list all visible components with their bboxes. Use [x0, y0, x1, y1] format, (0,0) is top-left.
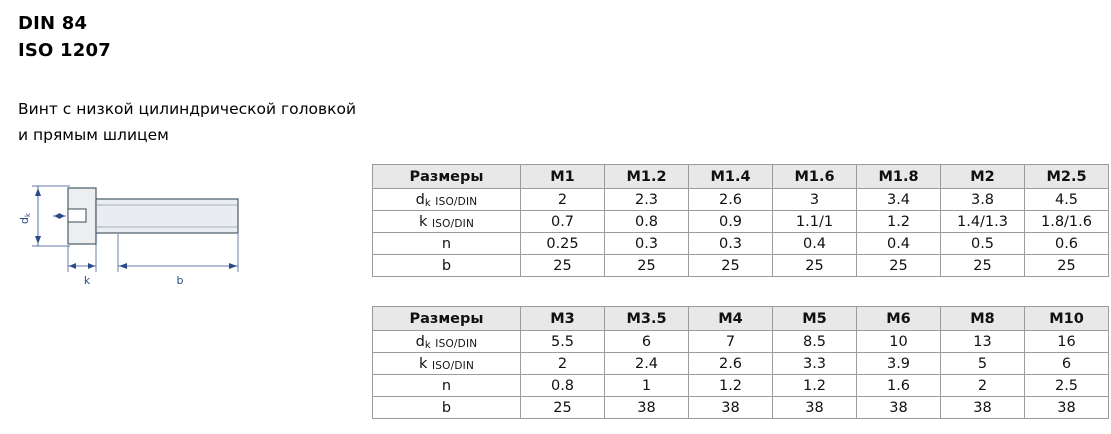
column-header-m1: M1	[521, 165, 605, 189]
cell-value: 7	[689, 331, 773, 353]
row-label-dk: dk ISO/DIN	[373, 189, 521, 211]
column-header-m4: M4	[689, 307, 773, 331]
dimension-table-large	[372, 306, 1109, 419]
table-row	[373, 375, 1109, 397]
left-column	[18, 10, 368, 148]
standard-title	[18, 10, 368, 64]
cell-value: 3.9	[857, 353, 941, 375]
arrow-dk-bottom	[35, 236, 41, 244]
cell-value: 3.4	[857, 189, 941, 211]
row-label-n: n	[373, 375, 521, 397]
cell-value: 3.8	[941, 189, 1025, 211]
column-header-m5: M5	[773, 307, 857, 331]
cell-value: 0.6	[1025, 233, 1109, 255]
cell-value: 38	[773, 397, 857, 419]
cell-value: 0.4	[857, 233, 941, 255]
dimension-label-k: k	[83, 274, 91, 287]
row-label-k: k ISO/DIN	[373, 211, 521, 233]
cell-value: 10	[857, 331, 941, 353]
cell-value: 1.4/1.3	[941, 211, 1025, 233]
cell-value: 6	[1025, 353, 1109, 375]
cell-value: 1.1/1	[773, 211, 857, 233]
cell-value: 25	[521, 255, 605, 277]
row-label-dk: dk ISO/DIN	[373, 331, 521, 353]
dimension-tables	[372, 164, 1109, 419]
cell-value: 38	[605, 397, 689, 419]
standard-din: DIN 84	[18, 13, 88, 34]
column-header-m3-5: M3.5	[605, 307, 689, 331]
table-row	[373, 211, 1109, 233]
column-header-m8: M8	[941, 307, 1025, 331]
cell-value: 0.8	[605, 211, 689, 233]
cell-value: 38	[857, 397, 941, 419]
cell-value: 0.25	[521, 233, 605, 255]
screw-slot	[68, 209, 86, 222]
dimension-table-small	[372, 164, 1109, 277]
column-header-m2-5: M2.5	[1025, 165, 1109, 189]
column-header-m2: M2	[941, 165, 1025, 189]
cell-value: 2.4	[605, 353, 689, 375]
cell-value: 4.5	[1025, 189, 1109, 211]
cell-value: 3.3	[773, 353, 857, 375]
table-row	[373, 189, 1109, 211]
cell-value: 1.2	[689, 375, 773, 397]
cell-value: 38	[941, 397, 1025, 419]
cell-value: 25	[1025, 255, 1109, 277]
column-header-m1-6: M1.6	[773, 165, 857, 189]
column-header-m10: M10	[1025, 307, 1109, 331]
cell-value: 1	[605, 375, 689, 397]
arrow-b-left	[119, 263, 127, 269]
cell-value: 0.3	[689, 233, 773, 255]
cell-value: 6	[605, 331, 689, 353]
cell-value: 0.3	[605, 233, 689, 255]
dimension-label-dk: dk	[18, 212, 32, 224]
cell-value: 2.6	[689, 353, 773, 375]
product-description	[18, 96, 368, 148]
cell-value: 5.5	[521, 331, 605, 353]
screw-drawing-svg	[8, 166, 348, 291]
cell-value: 0.4	[773, 233, 857, 255]
table-row	[373, 255, 1109, 277]
column-header-sizes: Размеры	[373, 307, 521, 331]
cell-value: 25	[689, 255, 773, 277]
table-row	[373, 397, 1109, 419]
cell-value: 38	[689, 397, 773, 419]
column-header-m1-8: M1.8	[857, 165, 941, 189]
cell-value: 25	[605, 255, 689, 277]
table-row	[373, 331, 1109, 353]
cell-value: 1.2	[857, 211, 941, 233]
screw-technical-drawing	[8, 166, 348, 291]
cell-value: 2	[521, 189, 605, 211]
cell-value: 3	[773, 189, 857, 211]
cell-value: 8.5	[773, 331, 857, 353]
arrow-b-right	[229, 263, 237, 269]
cell-value: 2.6	[689, 189, 773, 211]
cell-value: 25	[941, 255, 1025, 277]
cell-value: 0.5	[941, 233, 1025, 255]
cell-value: 13	[941, 331, 1025, 353]
table-header-row	[373, 165, 1109, 189]
arrow-n-right	[59, 213, 65, 219]
cell-value: 25	[773, 255, 857, 277]
column-header-m3: M3	[521, 307, 605, 331]
row-label-k: k ISO/DIN	[373, 353, 521, 375]
cell-value: 1.2	[773, 375, 857, 397]
cell-value: 25	[857, 255, 941, 277]
cell-value: 2	[941, 375, 1025, 397]
arrow-k-right	[88, 263, 95, 269]
cell-value: 2.3	[605, 189, 689, 211]
cell-value: 2	[521, 353, 605, 375]
arrow-k-left	[69, 263, 76, 269]
table-row	[373, 233, 1109, 255]
cell-value: 0.9	[689, 211, 773, 233]
table-header-row	[373, 307, 1109, 331]
dimension-label-b: b	[176, 274, 184, 287]
arrow-dk-top	[35, 188, 41, 196]
row-label-n: n	[373, 233, 521, 255]
column-header-sizes: Размеры	[373, 165, 521, 189]
table-row	[373, 353, 1109, 375]
description-line-2: и прямым шлицем	[18, 126, 169, 144]
cell-value: 16	[1025, 331, 1109, 353]
row-label-b: b	[373, 255, 521, 277]
screw-shank	[96, 199, 238, 233]
column-header-m1-2: M1.2	[605, 165, 689, 189]
cell-value: 2.5	[1025, 375, 1109, 397]
row-label-b: b	[373, 397, 521, 419]
cell-value: 1.6	[857, 375, 941, 397]
cell-value: 25	[521, 397, 605, 419]
description-line-1: Винт с низкой цилиндрической головкой	[18, 100, 357, 118]
cell-value: 5	[941, 353, 1025, 375]
cell-value: 0.8	[521, 375, 605, 397]
column-header-m6: M6	[857, 307, 941, 331]
cell-value: 1.8/1.6	[1025, 211, 1109, 233]
standard-iso: ISO 1207	[18, 40, 111, 61]
cell-value: 0.7	[521, 211, 605, 233]
column-header-m1-4: M1.4	[689, 165, 773, 189]
cell-value: 38	[1025, 397, 1109, 419]
